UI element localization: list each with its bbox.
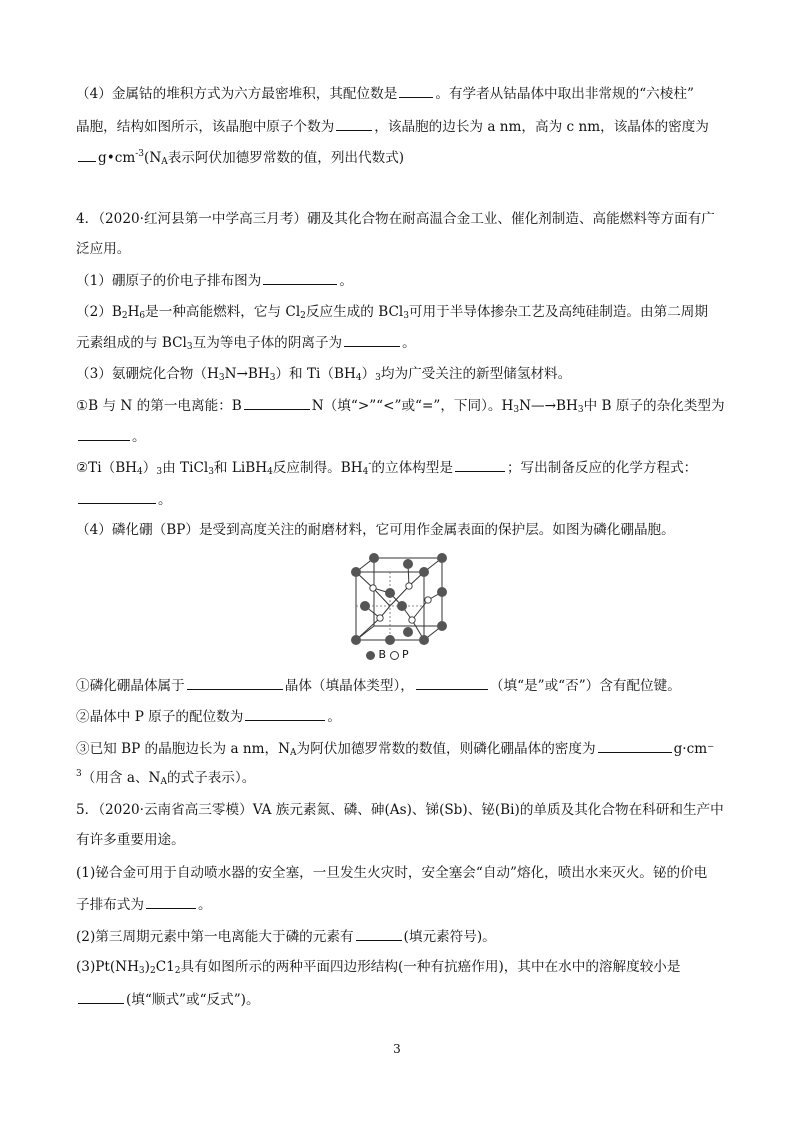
text: 。 (339, 273, 353, 289)
q5-title-line2: 有许多重要用途。 (76, 832, 185, 848)
text: 。 (402, 335, 416, 351)
q3-part4-line1 (76, 84, 726, 103)
text: （3）氨硼烷化合物（H (76, 366, 219, 382)
text: 互为等电子体的阴离子为 (192, 335, 343, 351)
subscript: 2 (174, 966, 181, 976)
text: 。有学者从钴晶体中取出非常规的“六棱柱” (435, 86, 694, 102)
answer-blank[interactable] (336, 117, 372, 131)
answer-blank[interactable] (78, 148, 96, 162)
subscript: 3 (577, 405, 584, 415)
text: ②Ti（BH (76, 460, 138, 476)
text: ）和 Ti（BH (275, 366, 356, 382)
text: 。 (197, 897, 212, 913)
answer-blank[interactable] (78, 490, 156, 504)
text: 具有如图所示的两种平面四边形结构(一种有抗癌作用)，其中在水中的溶解度较小是 (180, 959, 681, 975)
q4-part3-line2 (76, 396, 726, 415)
text: g•cm (98, 150, 136, 166)
text: ①磷化硼晶体属于 (76, 678, 185, 694)
subscript: 4 (355, 373, 362, 383)
text: 。 (327, 709, 341, 725)
text: (填“顺式”或“反式”)。 (126, 992, 260, 1008)
answer-blank[interactable] (187, 676, 283, 690)
q3-part4-line2 (76, 117, 726, 136)
answer-blank[interactable] (78, 990, 124, 1004)
answer-blank[interactable] (399, 84, 433, 98)
text: 元素组成的与 BCl (76, 335, 187, 351)
answer-blank[interactable] (455, 458, 505, 472)
text: 。 (158, 492, 172, 508)
text: 表示阿伏加德罗常数的值，列出代数式) (167, 150, 405, 166)
legend-p-label: P (402, 648, 409, 661)
b-atom-icon (366, 651, 375, 660)
legend-b-label: B (378, 648, 387, 661)
text: C1 (155, 959, 175, 975)
answer-blank[interactable] (146, 895, 196, 909)
text: 为阿伏加德罗常数的数值，则磷化硼晶体的密度为 (296, 741, 596, 757)
text: ①B 与 N 的第一电离能：B (76, 398, 242, 414)
text: 子排布式为 (76, 897, 144, 913)
text: ） (142, 460, 157, 476)
answer-blank[interactable] (78, 427, 130, 441)
text: （4）金属钴的堆积方式为六方最密堆积，其配位数是 (76, 86, 398, 102)
text: g·cm⁻ (673, 741, 715, 757)
text: 由 TiCl (162, 460, 209, 476)
text: 中 B 原子的杂化类型为 (583, 398, 725, 414)
q5-part1-line2 (76, 895, 726, 914)
subscript: 3 (156, 467, 163, 477)
text: ②晶体中 P 原子的配位数为 (76, 709, 244, 725)
subscript: 3 (138, 966, 145, 976)
text: H (127, 304, 140, 320)
text: （填“是”或“否”）含有配位键。 (489, 678, 681, 694)
text: N（填“>”“<”或“=”，下同）。H (311, 398, 514, 414)
text: ） (361, 366, 376, 382)
subscript: 3 (218, 373, 225, 383)
text: 反应制得。BH (272, 460, 363, 476)
subscript: 3 (269, 373, 276, 383)
superscript: -3 (135, 149, 145, 159)
p-atom-icon (390, 651, 399, 660)
text: （用含 a、N (81, 770, 161, 786)
answer-blank[interactable] (245, 707, 325, 721)
text: 晶胞，结构如图所示，该晶胞中原子个数为 (76, 119, 335, 135)
subscript: 3 (513, 405, 520, 415)
subscript: A (160, 777, 167, 787)
subscript: 4 (137, 467, 143, 477)
text: 的式子表示）。 (166, 770, 256, 786)
answer-blank[interactable] (263, 271, 337, 285)
text: 。 (132, 429, 146, 445)
superscript: - (368, 459, 372, 469)
subscript: 3 (403, 311, 409, 321)
text: (N (144, 150, 162, 166)
text: 反应生成的 BCl (305, 304, 404, 320)
text: ；写出制备反应的化学方程式： (506, 460, 698, 476)
q4-answer3-line2 (76, 769, 726, 787)
subscript: 2 (300, 311, 306, 321)
answer-blank[interactable] (598, 739, 672, 753)
text: N→BH (224, 366, 270, 382)
q4-part3-line4 (76, 458, 726, 477)
text: 均为广受关注的新型储氢材料。 (380, 366, 572, 382)
text: 可用于半导体掺杂工艺及高纯硅制造。由第二周期 (408, 304, 708, 320)
text: (2)第三周期元素中第一电离能大于磷的元素有 (76, 929, 354, 945)
text: ，该晶胞的边长为 a nm，高为 c nm，该晶体的密度为 (374, 119, 709, 135)
text: 和 LiBH (213, 460, 268, 476)
q4-answer1 (76, 676, 726, 695)
text: N—→BH (519, 398, 578, 414)
text: 晶体（填晶体类型）， (284, 678, 414, 694)
subscript: A (161, 157, 168, 167)
q4-part2-line1 (76, 303, 726, 321)
superscript: 3 (76, 769, 82, 779)
page-number: 3 (393, 1042, 401, 1056)
q4-part4: （4）磷化硼（BP）是受到高度关注的耐磨材料，它可用作金属表面的保护层。如图为磷化硼晶胞。 (76, 522, 675, 538)
q5-part3-line1 (76, 958, 726, 976)
subscript: 6 (139, 311, 146, 321)
subscript: 4 (267, 467, 273, 477)
subscript: 2 (149, 966, 156, 976)
text: ) (144, 959, 150, 975)
q5-part1-line1: (1)铋合金可用于自动喷水器的安全塞，一旦发生火灾时，安全塞会“自动”熔化，喷出水来灭火。铋的价电 (76, 865, 708, 881)
text: ③已知 BP 的晶胞边长为 a nm，N (76, 741, 291, 757)
q4-part3-line1 (76, 365, 726, 383)
text: （2）B (76, 304, 122, 320)
q3-part4-line3 (76, 148, 726, 167)
q4-answer3-line1 (76, 739, 726, 758)
subscript: 2 (121, 311, 128, 321)
q5-title-line1: 5．（2020·云南省高三零模）VA 族元素氮、磷、砷(As)、锑(Sb)、铋(Bi)的单质及其化合物在科研和生产中 (76, 802, 724, 818)
text: 是一种高能燃料，它与 Cl (145, 304, 301, 320)
q4-title-line2: 泛应用。 (76, 241, 131, 257)
subscript: A (290, 748, 297, 758)
answer-blank[interactable] (244, 396, 310, 410)
q4-part2-line2 (76, 333, 726, 352)
text: (填元素符号)。 (403, 929, 496, 945)
answer-blank[interactable] (344, 333, 400, 347)
text: （1）硼原子的价电子排布图为 (76, 273, 262, 289)
subscript: 3 (375, 373, 381, 383)
q5-part2 (76, 927, 726, 946)
q4-title-line1: 4．（2020·红河县第一中学高三月考）硼及其化合物在耐高温合金工业、催化剂制造、高能燃料等方面有广 (76, 211, 715, 227)
subscript: 4 (362, 467, 369, 477)
text: (3)Pt(NH (76, 959, 139, 975)
answer-blank[interactable] (416, 676, 488, 690)
subscript: 3 (186, 342, 193, 352)
answer-blank[interactable] (356, 927, 402, 941)
subscript: 3 (208, 467, 214, 477)
text: 的立体构型是 (371, 460, 453, 476)
q4-answer2 (76, 707, 726, 726)
q4-part3-line5 (76, 490, 726, 509)
q4-part3-line3 (76, 427, 726, 446)
figure-legend (366, 648, 409, 661)
q4-part1 (76, 271, 726, 290)
q5-part3-line2 (76, 990, 726, 1009)
